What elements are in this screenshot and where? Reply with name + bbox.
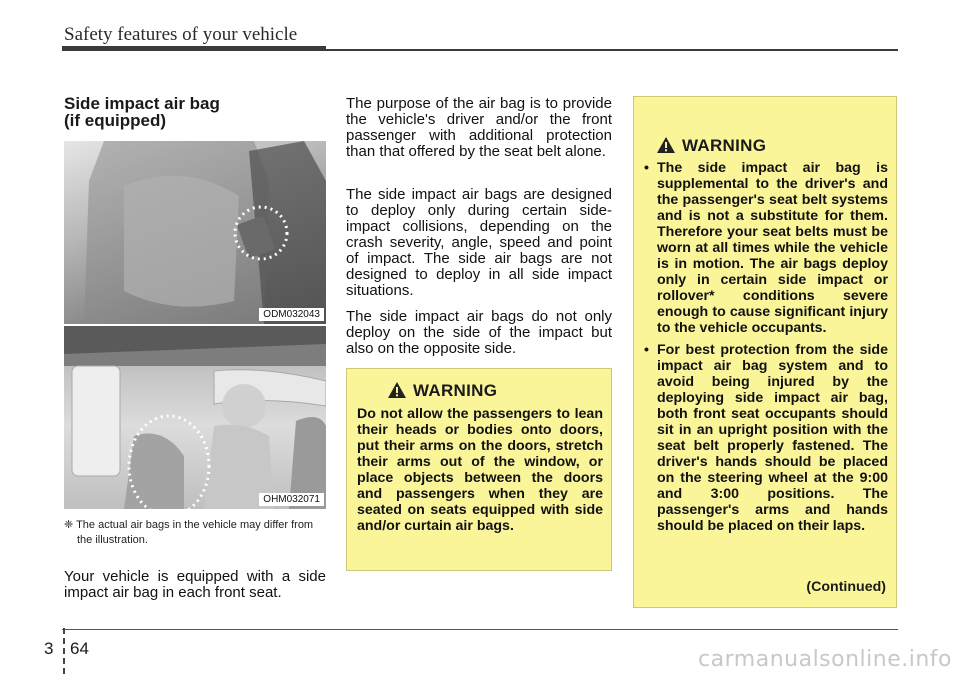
footer-divider [63, 628, 65, 674]
seat-airbag-photo [64, 141, 326, 324]
body-paragraph: The side impact air bags do not only deploy on the side of the impact but also on the opposite side. [346, 308, 612, 357]
body-paragraph: Your vehicle is equipped with a side impact air bag in each front seat. [64, 568, 326, 601]
cabin-illustration [64, 326, 326, 509]
figure-code: OHM032071 [259, 493, 324, 506]
warning-box [633, 96, 897, 608]
seat-illustration [64, 141, 326, 324]
page-header-title: Safety features of your vehicle [64, 24, 298, 45]
warning-item: • The side impact air bag is supplemental to the driver's and the passenger's seat belt systems and is not a substitute for them. Therefore your seat belts must be worn at all times while the vehicle is in motion. The air bags deploy only in certain side impact or rollover* conditions severe enough to cause significant injury to the vehicle occupants. [644, 160, 888, 336]
warning-triangle-icon [656, 136, 676, 154]
body-paragraph: The purpose of the air bag is to provide the vehicle's driver and/or the front passenger with additional protection than that offered by the seat belt alone. [346, 95, 612, 160]
continued-label: (Continued) [806, 579, 886, 595]
section-heading [64, 95, 304, 129]
warning-list [644, 160, 888, 540]
body-paragraph: The side impact air bags are designed to deploy only during certain side-impact collisions, depending on the crash severity, angle, speed and point of impact. The side air bags are not designed to deploy in all side impact situations. [346, 186, 612, 299]
figure-code: ODM032043 [259, 308, 324, 321]
header-bar [62, 46, 326, 51]
warning-triangle-icon [387, 381, 407, 399]
warning-heading: WARNING [413, 381, 498, 400]
section-subtitle: (if equipped) [64, 111, 166, 130]
warning-text: Do not allow the passengers to lean their heads or bodies onto doors, put their arms on the doors, stretch their arms out of the window, or place objects between the doors and passengers when they are seated on seats equipped with side and/or curtain air bags. [357, 406, 603, 534]
watermark: carmanualsonline.info [698, 647, 952, 672]
warning-box [346, 368, 612, 571]
section-title: Side impact air bag [64, 94, 220, 113]
warning-heading: WARNING [682, 136, 767, 155]
header-rule [326, 49, 898, 51]
section-number: 3 [44, 639, 54, 658]
page-number: 64 [70, 639, 89, 658]
figure-note: ❈ The actual air bags in the vehicle may differ from the illustration. [64, 519, 314, 546]
footer-rule [62, 629, 898, 630]
deployed-airbag-photo [64, 326, 326, 509]
warning-item: • For best protection from the side impact air bag system and to avoid being injured by the deploying side impact air bag, both front seat occupants should sit in an upright position with the seat belt properly fastened. The driver's hands should be placed on the steering wheel at the 9:00 and 3:00 positions. The passenger's arms and hands should be placed on their laps. [644, 342, 888, 534]
